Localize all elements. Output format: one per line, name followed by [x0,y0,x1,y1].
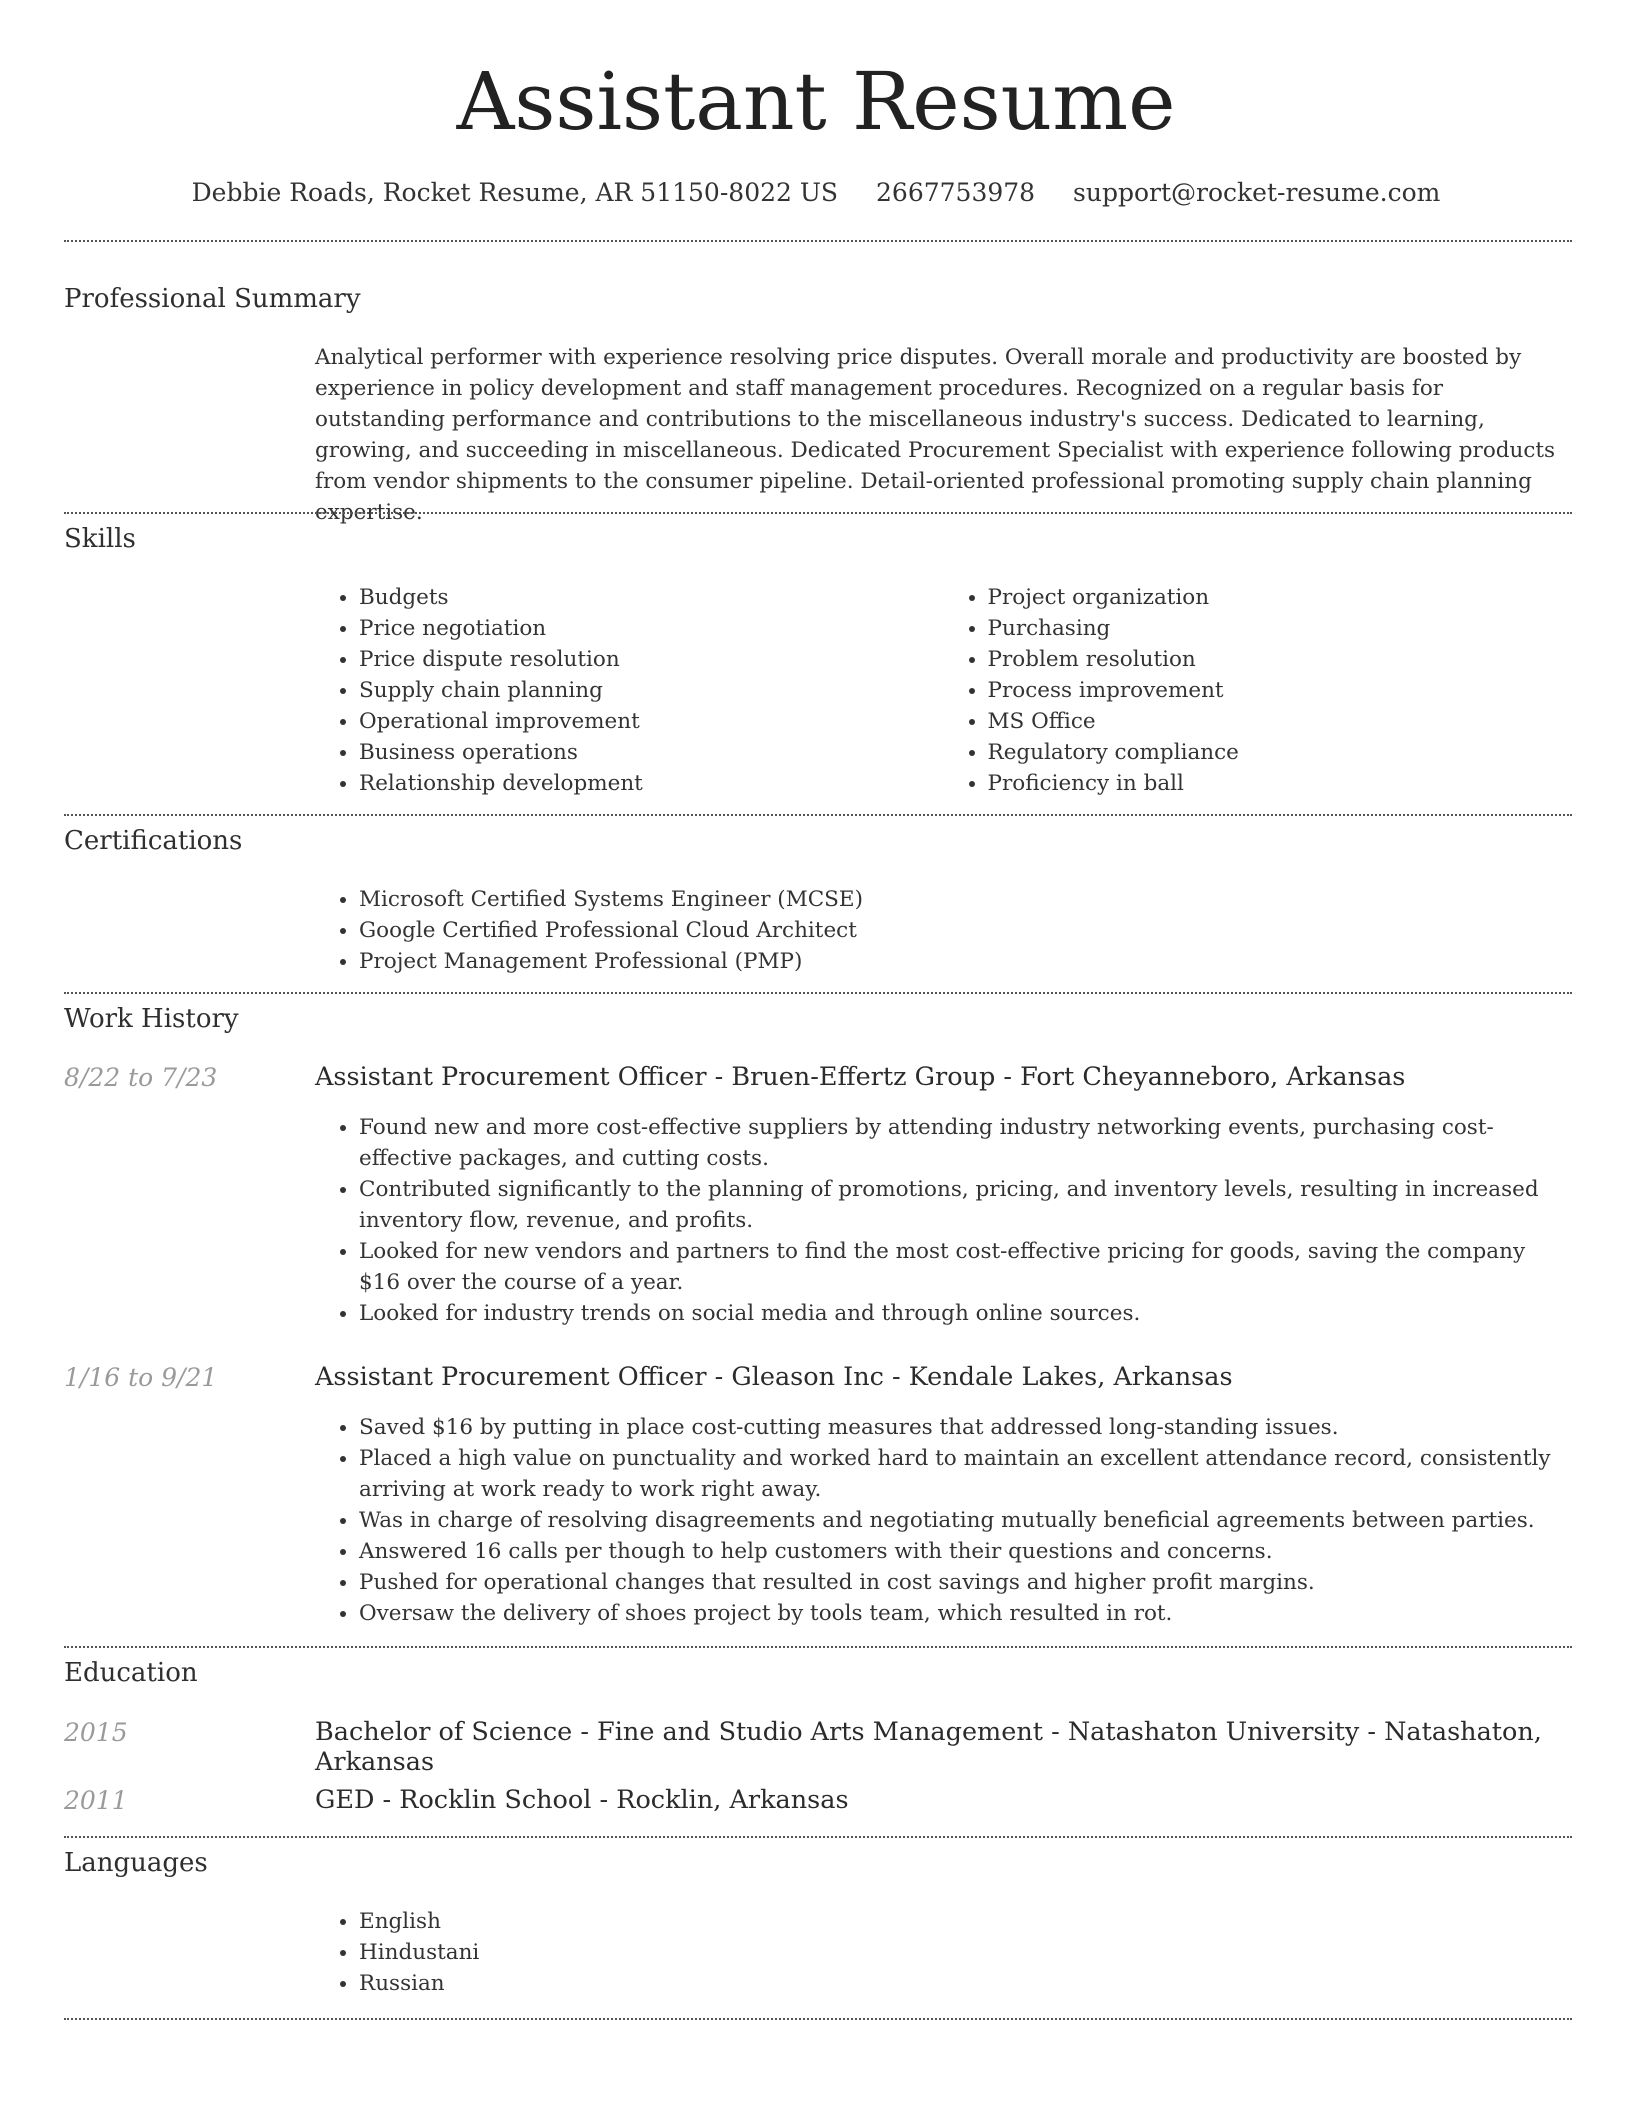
list-item: • Placed a high value on punctuality and worked hard to maintain an excellent attendance record, consistently arriving at work ready to work right away. [359,1443,1572,1505]
job-details [315,1412,1572,1629]
job-dates: 1/16 to 9/21 [64,1363,218,1392]
list-item: • Operational improvement [359,706,944,737]
languages-body [315,1906,1572,1999]
skills-list-right [944,582,1573,799]
section-title-work: Work History [64,1004,239,1034]
languages-list [315,1906,1572,1999]
list-item: • Regulatory compliance [988,737,1573,768]
section-title-summary: Professional Summary [64,284,361,314]
section-title-languages: Languages [64,1848,208,1878]
summary-text: Analytical performer with experience resolving price disputes. Overall morale and productivity are boosted by experience in policy development and staff management procedures. Recognized on a regular basis for outstanding performance and contributions to the miscellaneous industry's success. Dedicated to learning, growing, and succeeding in miscellaneous. Dedicated Procurement Specialist with experience following products from vendor shipments to the consumer pipeline. Detail-oriented professional promoting supply chain planning expertise. [315,345,1556,525]
divider [64,992,1572,994]
list-item: • English [359,1906,1572,1937]
list-item: • MS Office [988,706,1573,737]
divider [64,1836,1572,1838]
list-item: • Business operations [359,737,944,768]
skills-columns [315,582,1572,799]
list-item: • Saved $16 by putting in place cost-cutting measures that addressed long-standing issues. [359,1412,1572,1443]
job-dates: 8/22 to 7/23 [64,1063,218,1092]
list-item: • Russian [359,1968,1572,1999]
contact-line [0,178,1632,212]
list-item: • Pushed for operational changes that resulted in cost savings and higher profit margins. [359,1567,1572,1598]
education-year: 2011 [64,1786,128,1815]
list-item: • Contributed significantly to the planning of promotions, pricing, and inventory levels, resulting in increased inventory flow, revenue, and profits. [359,1174,1572,1236]
list-item: • Found new and more cost-effective suppliers by attending industry networking events, purchasing cost-effective packages, and cutting costs. [359,1112,1572,1174]
divider [64,512,1572,514]
contact-email: support@rocket-resume.com [1073,178,1441,207]
list-item: • Supply chain planning [359,675,944,706]
divider [64,1646,1572,1648]
list-item: • Problem resolution [988,644,1573,675]
education-degree: Bachelor of Science - Fine and Studio Arts Management - Natashaton University - Natashaton, Arkansas [315,1717,1542,1777]
divider [64,240,1572,242]
contact-phone: 2667753978 [876,178,1036,207]
list-item: • Relationship development [359,768,944,799]
list-item: • Looked for new vendors and partners to find the most cost-effective pricing for goods, saving the company $16 over the course of a year. [359,1236,1572,1298]
list-item: • Price dispute resolution [359,644,944,675]
resume-title: Assistant Resume [456,55,1176,148]
list-item: • Microsoft Certified Systems Engineer (MCSE) [359,884,1572,915]
contact-address: Debbie Roads, Rocket Resume, AR 51150-8022 US [191,178,839,207]
list-item: • Budgets [359,582,944,613]
section-title-education: Education [64,1658,198,1688]
education-degree: GED - Rocklin School - Rocklin, Arkansas [315,1785,849,1815]
list-item: • Oversaw the delivery of shoes project by tools team, which resulted in rot. [359,1598,1572,1629]
list-item: • Price negotiation [359,613,944,644]
list-item: • Project organization [988,582,1573,613]
section-title-skills: Skills [64,524,136,554]
list-item: • Hindustani [359,1937,1572,1968]
certifications-body [315,884,1572,977]
job-bullets [315,1112,1572,1329]
section-title-certifications: Certifications [64,826,243,856]
list-item: • Proficiency in ball [988,768,1573,799]
list-item: • Was in charge of resolving disagreements and negotiating mutually beneficial agreements between parties. [359,1505,1572,1536]
list-item: • Google Certified Professional Cloud Architect [359,915,1572,946]
list-item: • Answered 16 calls per though to help customers with their questions and concerns. [359,1536,1572,1567]
skills-list-left [315,582,944,799]
certifications-list [315,884,1572,977]
divider [64,814,1572,816]
summary-body [315,342,1572,528]
list-item: • Process improvement [988,675,1573,706]
list-item: • Purchasing [988,613,1573,644]
job-heading: Assistant Procurement Officer - Gleason Inc - Kendale Lakes, Arkansas [315,1362,1233,1392]
list-item: • Project Management Professional (PMP) [359,946,1572,977]
job-bullets [315,1412,1572,1629]
education-year: 2015 [64,1718,128,1747]
job-details [315,1112,1572,1329]
list-item: • Looked for industry trends on social media and through online sources. [359,1298,1572,1329]
job-heading: Assistant Procurement Officer - Bruen-Effertz Group - Fort Cheyanneboro, Arkansas [315,1062,1406,1092]
divider [64,2018,1572,2020]
